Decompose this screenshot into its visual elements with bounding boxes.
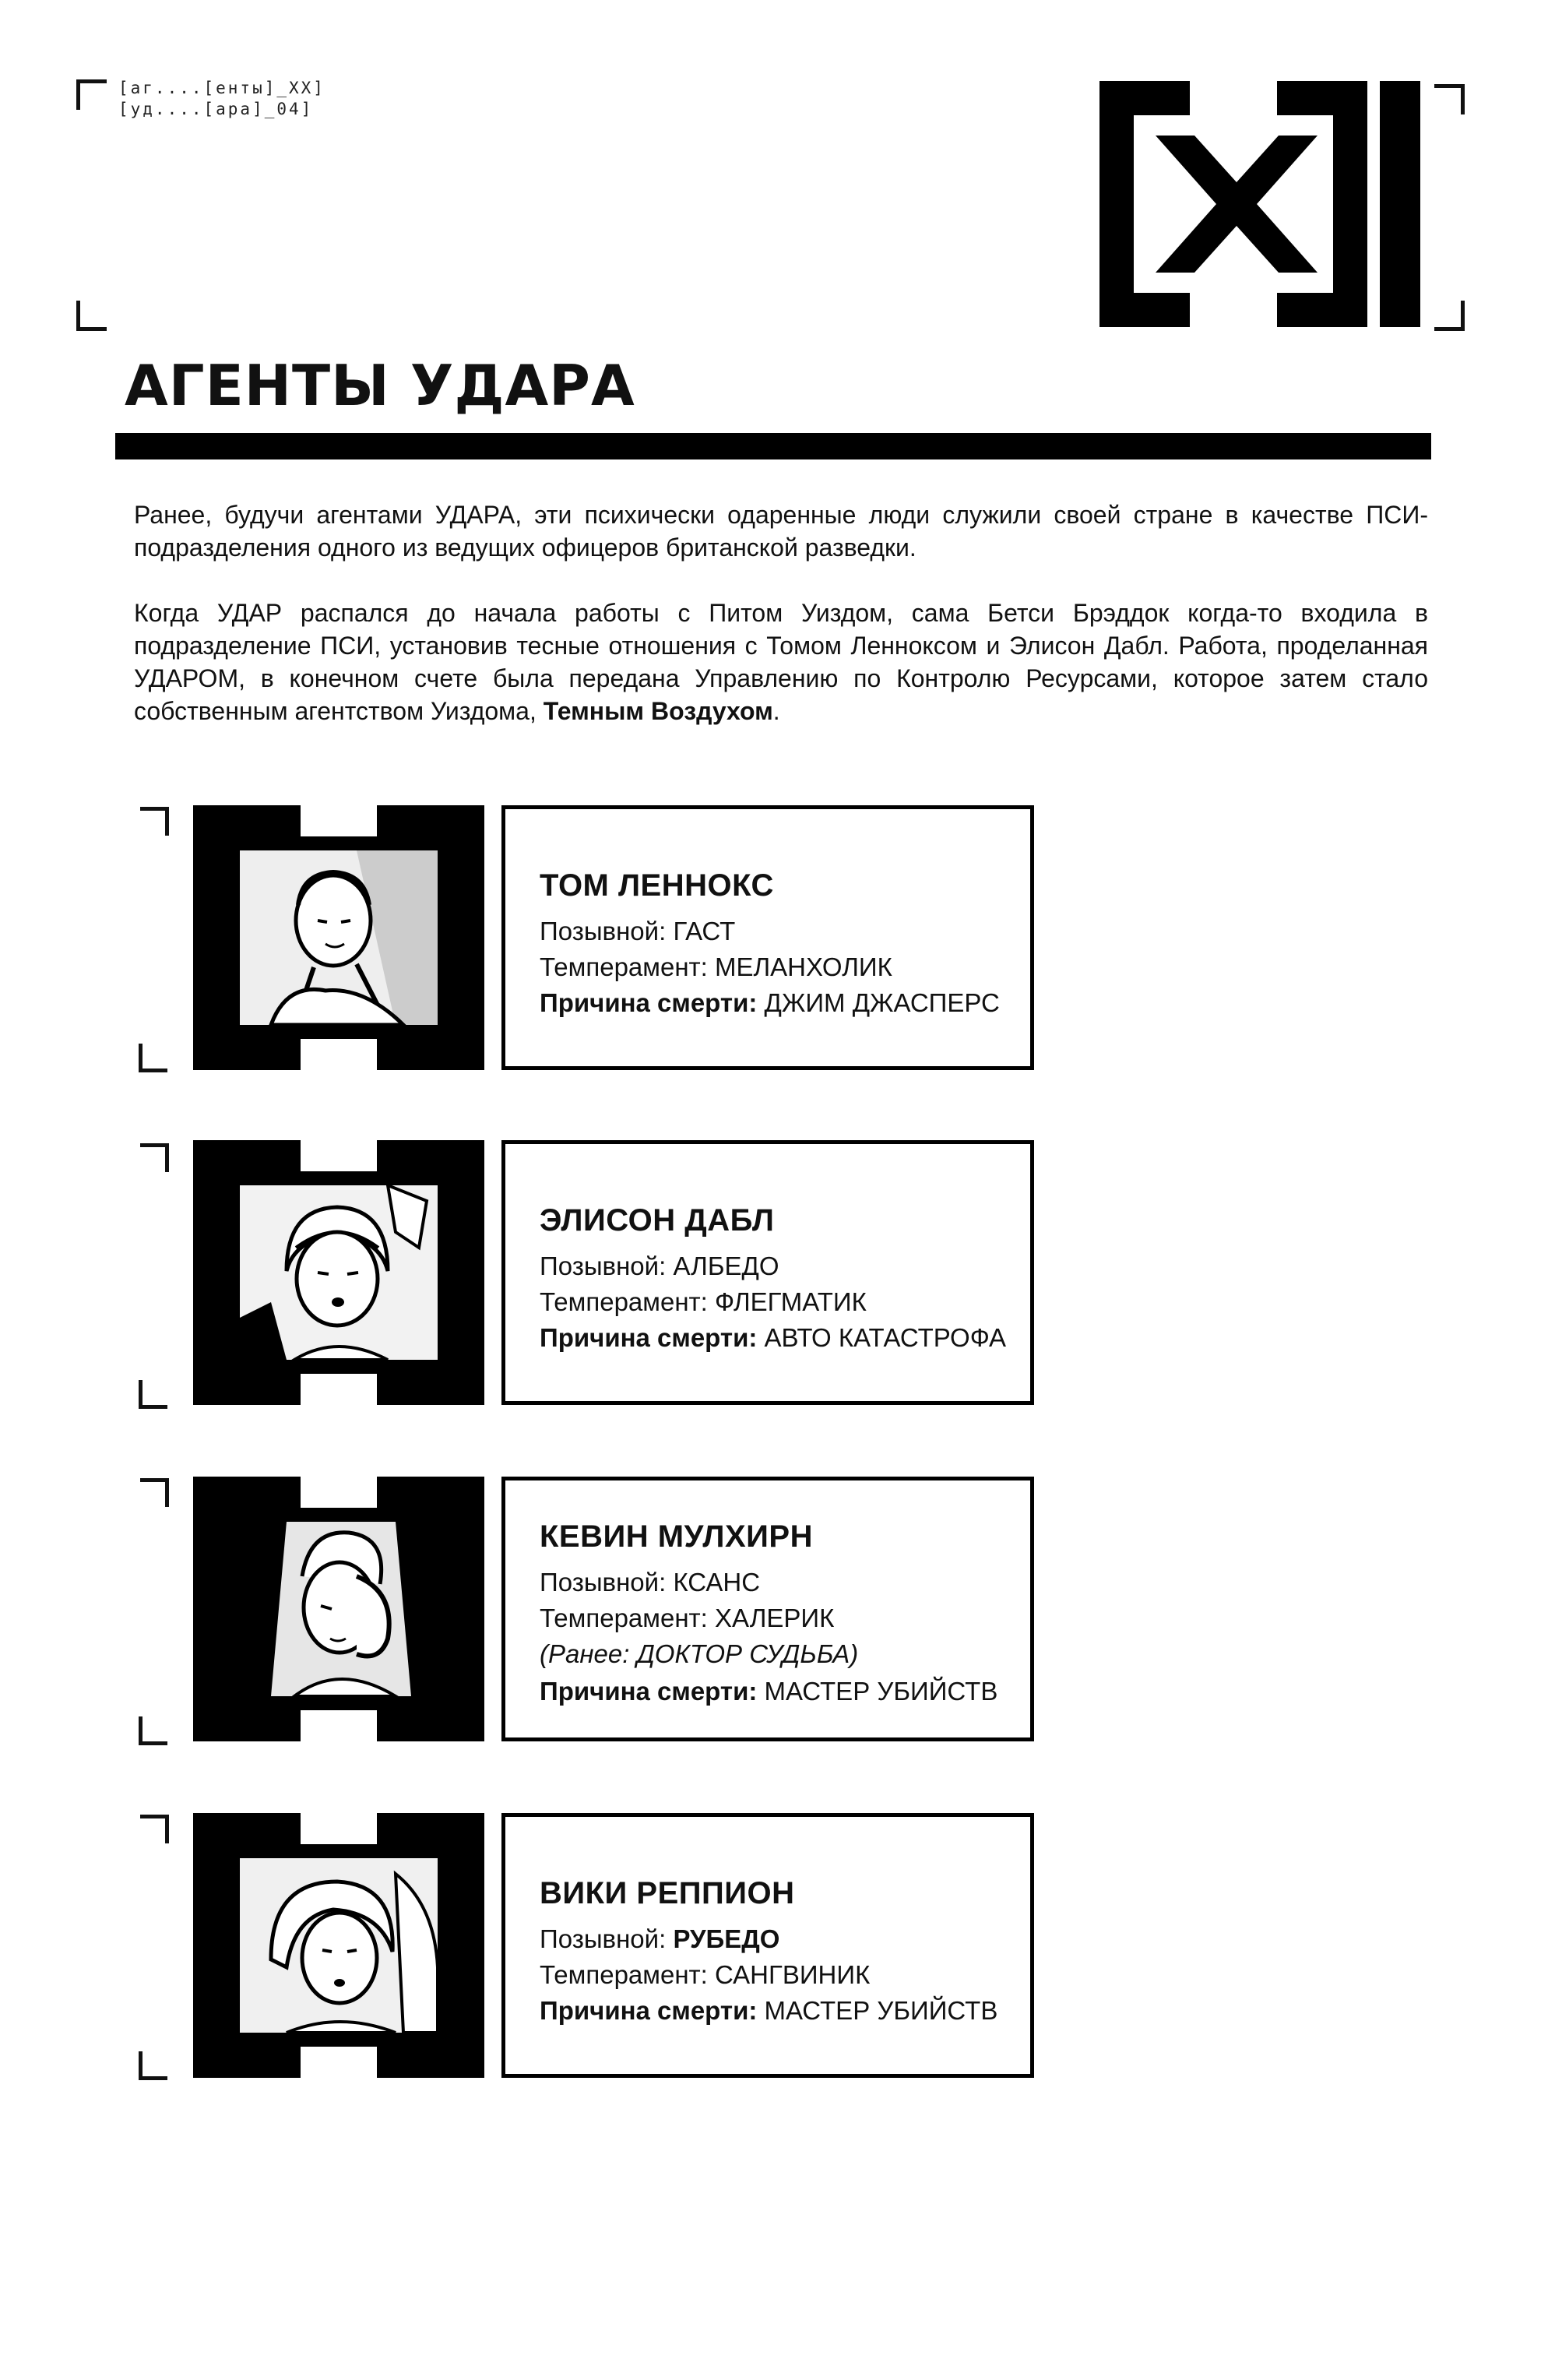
codename-label: Позывной:: [540, 1568, 667, 1597]
agent-1-portrait-frame: [193, 805, 484, 1070]
intro-dark-air-term: Темным Воздухом: [543, 697, 773, 725]
agent-1-temperament-row: [540, 952, 892, 982]
agent-3-bracket-top: [140, 1478, 169, 1507]
man-portrait-icon: [240, 850, 438, 1025]
man-holding-head-icon: [240, 1522, 438, 1696]
temperament-label: Темперамент:: [540, 952, 708, 981]
codename-label: Позывной:: [540, 917, 667, 945]
agent-2-death-row: [540, 1323, 1006, 1353]
cause-of-death-label: Причина смерти:: [540, 988, 758, 1017]
file-code-line-2: [уд....[ара]_04]: [118, 100, 314, 118]
cause-of-death-label: Причина смерти:: [540, 1677, 758, 1706]
agent-4-name: ВИКИ РЕППИОН: [540, 1876, 795, 1910]
agent-1-cause-of-death: ДЖИМ ДЖАСПЕРС: [764, 988, 1000, 1017]
agent-3-codename: КСАНС: [673, 1568, 761, 1597]
agent-1-codename-row: [540, 917, 735, 946]
corner-bracket-top-right: [1434, 84, 1465, 114]
agent-4-bracket-bottom: [139, 2051, 167, 2080]
agent-4-death-row: [540, 1996, 997, 2026]
agent-2-portrait-frame: [193, 1140, 484, 1405]
agent-3-temperament-row: [540, 1604, 834, 1633]
agent-3-death-row: [540, 1677, 997, 1706]
agent-3-portrait-frame: [193, 1477, 484, 1741]
agent-4-temperament: САНГВИНИК: [715, 1960, 871, 1989]
agent-1-death-row: [540, 988, 1000, 1018]
corner-bracket-top-left: [76, 79, 107, 110]
agent-4-temperament-row: [540, 1960, 870, 1990]
agent-3-cause-of-death: МАСТЕР УБИЙСТВ: [764, 1677, 998, 1706]
agent-3-temperament: ХАЛЕРИК: [715, 1604, 835, 1632]
x-logo-icon: [1099, 81, 1420, 327]
agent-1-name: ТОМ ЛЕННОКС: [540, 868, 774, 903]
agent-4-codename: РУБЕДО: [673, 1924, 780, 1953]
agent-4-cause-of-death: МАСТЕР УБИЙСТВ: [764, 1996, 998, 2025]
cause-of-death-label: Причина смерти:: [540, 1323, 758, 1352]
agent-1-codename: ГАСТ: [673, 917, 736, 945]
agent-3-info-card: [501, 1477, 1034, 1741]
file-code: [118, 78, 325, 120]
temperament-label: Темперамент:: [540, 1287, 708, 1316]
agent-2-codename-row: [540, 1252, 779, 1281]
cause-of-death-label: Причина смерти:: [540, 1996, 758, 2025]
corner-bracket-bottom-left: [76, 301, 107, 331]
agent-2-cause-of-death: АВТО КАТАСТРОФА: [764, 1323, 1007, 1352]
agent-4-portrait: [240, 1858, 438, 2033]
woman-portrait-icon: [240, 1185, 438, 1360]
agent-4-portrait-frame: [193, 1813, 484, 2078]
title-underline-bar: [115, 433, 1431, 459]
agent-4-info-card: [501, 1813, 1034, 2078]
agent-2-temperament: ФЛЕГМАТИК: [715, 1287, 867, 1316]
temperament-label: Темперамент:: [540, 1960, 708, 1989]
agent-2-name: ЭЛИСОН ДАБЛ: [540, 1203, 775, 1238]
agent-2-bracket-top: [140, 1143, 169, 1172]
agent-2-info-card: [501, 1140, 1034, 1405]
woman-portrait-icon: [240, 1858, 438, 2033]
agent-1-info-card: [501, 805, 1034, 1070]
intro-paragraph-1: Ранее, будучи агентами УДАРА, эти психически одаренные люди служили своей стране в качестве ПСИ-подразделения одного из ведущих офицеров британской разведки.: [134, 501, 1428, 562]
agent-2-codename: АЛБЕДО: [673, 1252, 779, 1280]
codename-label: Позывной:: [540, 1252, 667, 1280]
page-title: АГЕНТЫ УДАРА: [125, 353, 635, 418]
agent-2-portrait: [240, 1185, 438, 1360]
agent-4-codename-row: [540, 1924, 779, 1954]
agent-1-portrait: [240, 850, 438, 1025]
intro-paragraph-2-text: Когда УДАР распался до начала работы с Питом Уиздом, сама Бетси Брэддок когда-то входила в подразделение ПСИ, установив тесные отношения с Томом Ленноксом и Элисон Дабл. Работа, проделанная УДАРОМ, в конечном счете была передана Управлению по Контролю Ресурсами, которое затем стало собственным агентством Уиздома,: [134, 599, 1428, 725]
agent-2-bracket-bottom: [139, 1380, 167, 1409]
agent-3-former-row: [540, 1639, 858, 1669]
agent-1-bracket-bottom: [139, 1044, 167, 1072]
agent-1-bracket-top: [140, 807, 169, 836]
agent-3-name: КЕВИН МУЛХИРН: [540, 1519, 813, 1554]
agent-3-bracket-bottom: [139, 1716, 167, 1745]
intro-paragraph-2-end: .: [772, 697, 780, 725]
intro-paragraph-2: [134, 597, 1428, 727]
agent-1-temperament: МЕЛАНХОЛИК: [715, 952, 892, 981]
temperament-label: Темперамент:: [540, 1604, 708, 1632]
corner-bracket-bottom-right: [1434, 301, 1465, 331]
former-label: (Ранее:: [540, 1639, 630, 1668]
codename-label: Позывной:: [540, 1924, 667, 1953]
file-code-line-1: [аг....[енты]_XX]: [118, 79, 325, 97]
agent-3-codename-row: [540, 1568, 760, 1597]
agent-3-portrait: [240, 1522, 438, 1696]
agent-4-bracket-top: [140, 1815, 169, 1843]
agent-2-temperament-row: [540, 1287, 867, 1317]
agent-3-former-codename: ДОКТОР СУДЬБА): [636, 1639, 859, 1668]
